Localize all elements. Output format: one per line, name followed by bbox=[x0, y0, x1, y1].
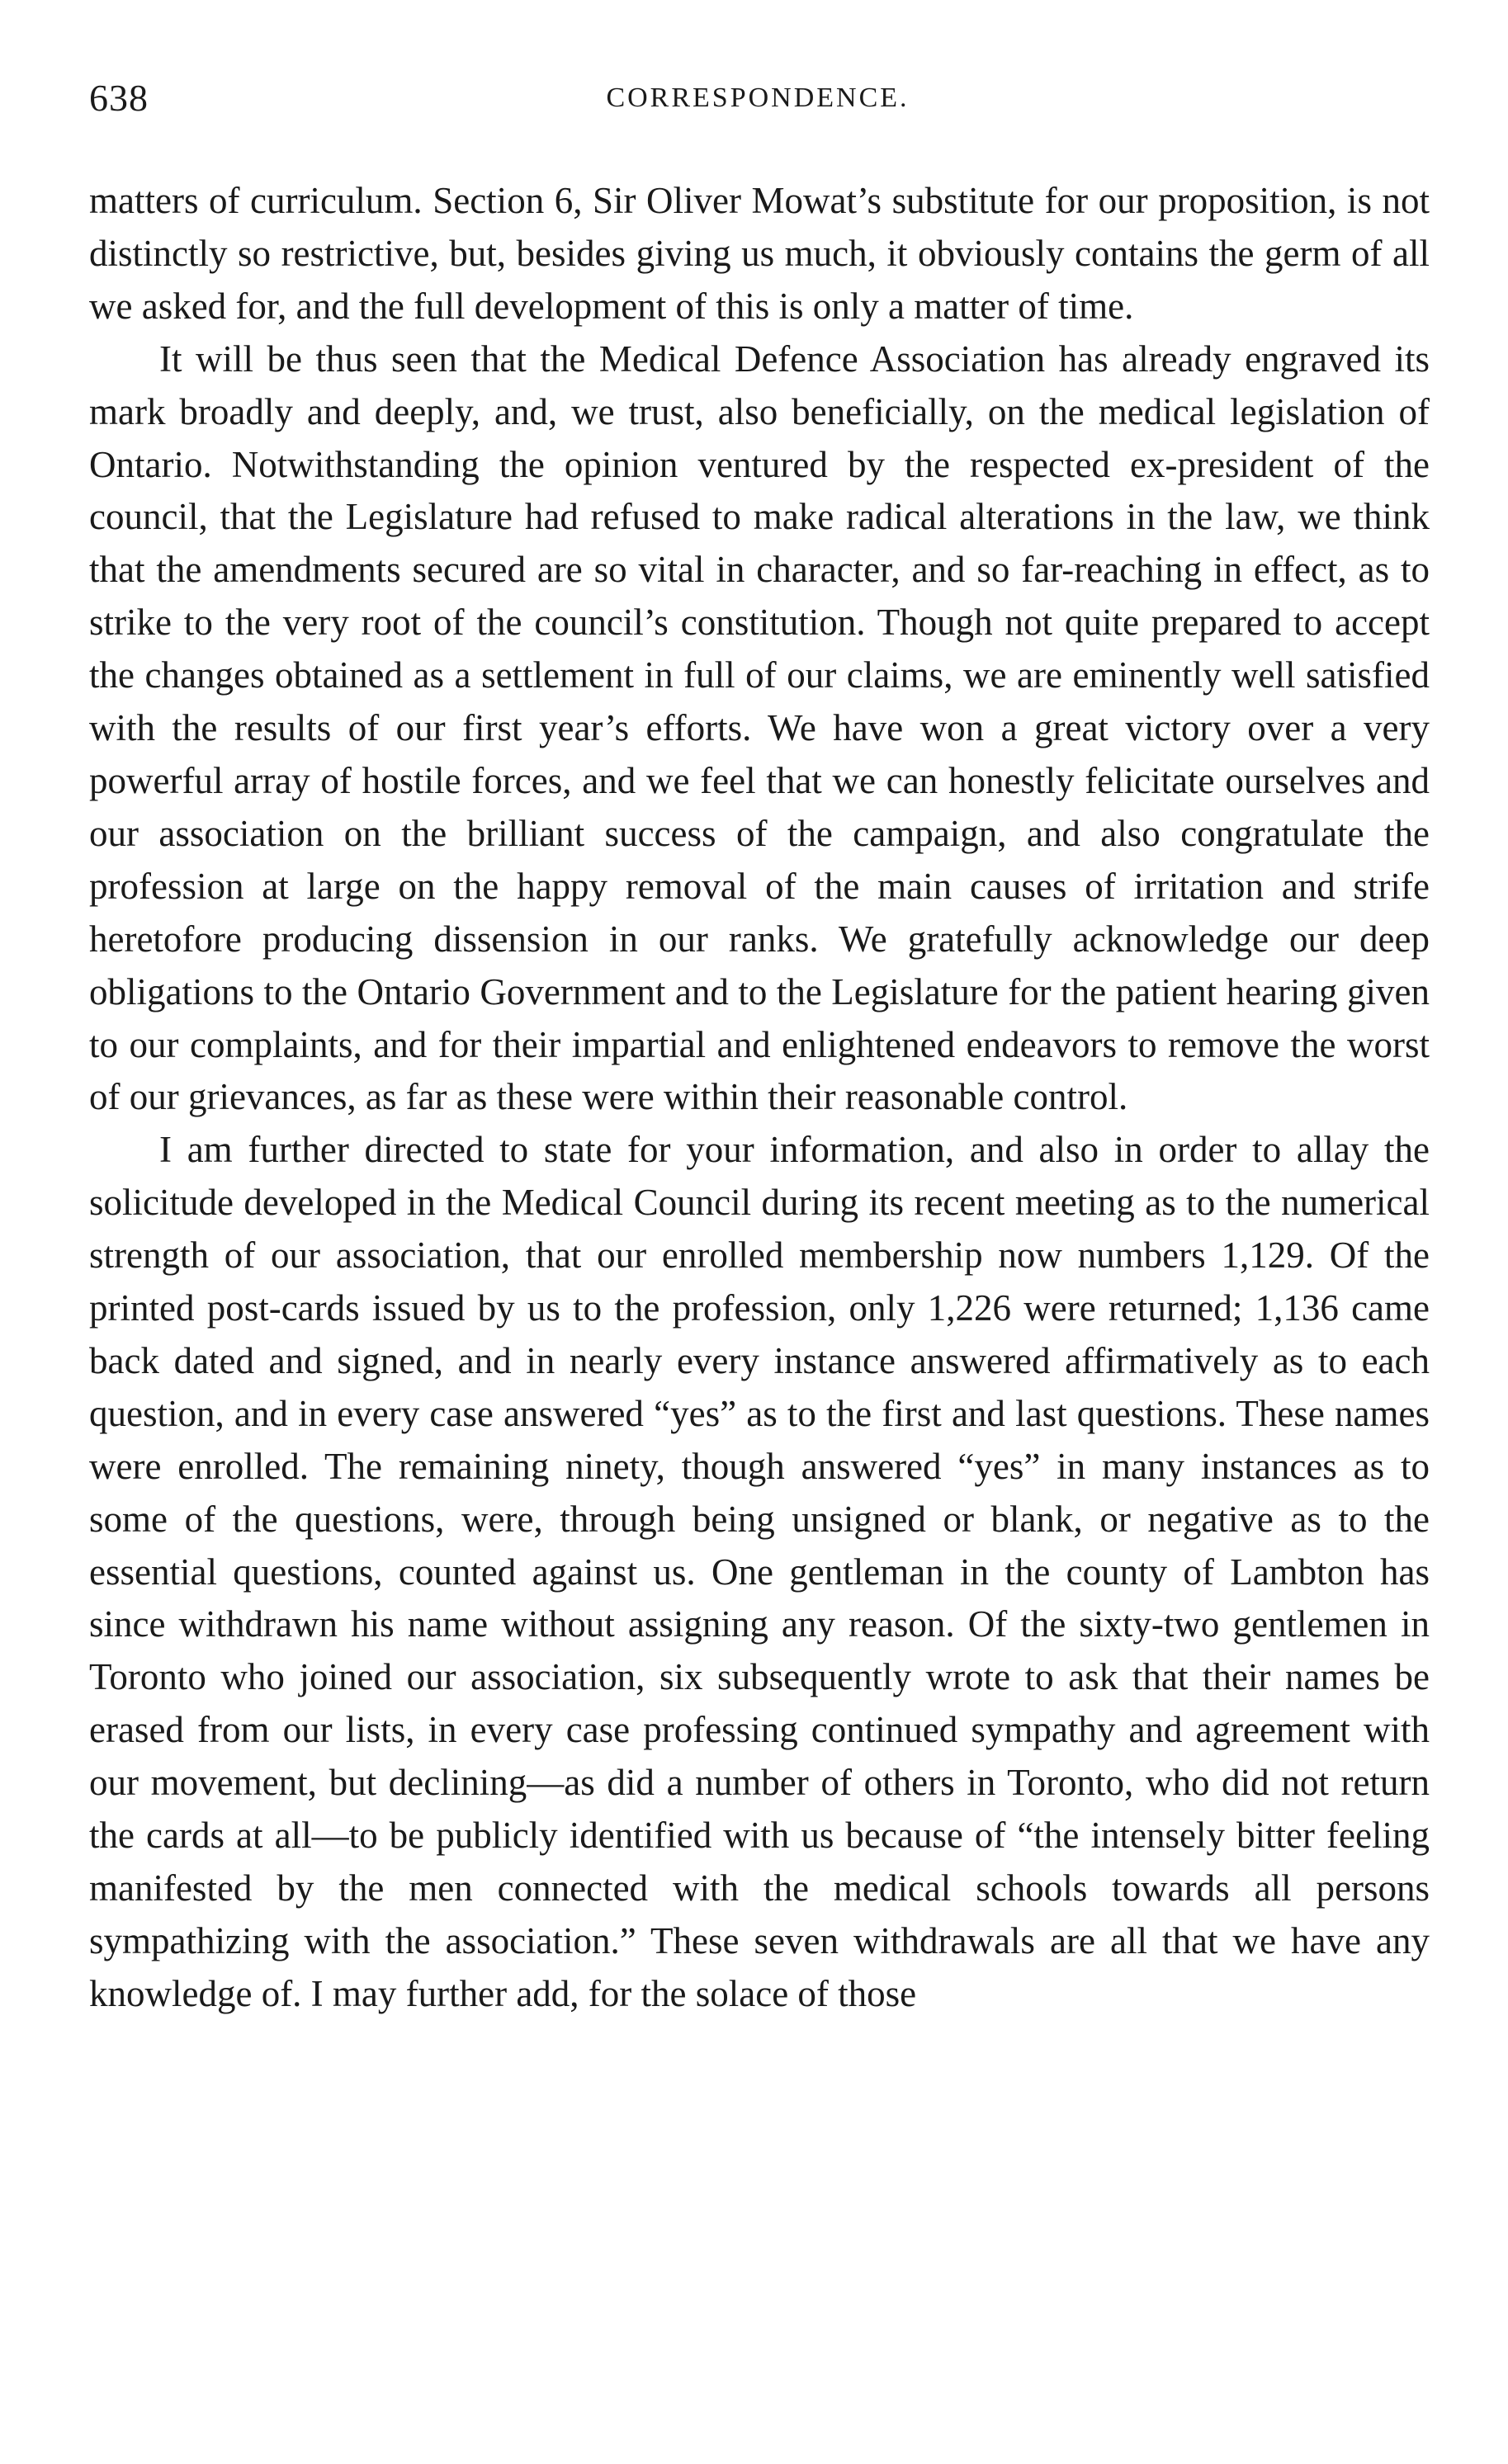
page-header bbox=[89, 76, 1426, 142]
body-text bbox=[89, 175, 1430, 2021]
running-head: CORRESPONDENCE. bbox=[606, 83, 910, 113]
paragraph-membership: I am further directed to state for your information, and also in order to allay the solicitude developed in the Medical Council during its recent meeting as to the numerical strength of our association, that our enrolled membership now numbers 1,129. Of the printed post-cards issued by us to the profession, only 1,226 were returned; 1,136 came back dated and signed, and in nearly every instance answered affirmatively as to each question, and in every case answered “yes” as to the first and last questions. These names were enrolled. The remaining ninety, though answered “yes” in many instances as to some of the questions, were, through being unsigned or blank, or negative as to the essential questions, counted against us. One gentleman in the county of Lambton has since withdrawn his name without assigning any reason. Of the sixty-two gentlemen in Toronto who joined our association, six subsequently wrote to ask that their names be erased from our lists, in every case professing continued sympathy and agreement with our movement, but declining—as did a number of others in Toronto, who did not return the cards at all—to be publicly identified with us because of “the intensely bitter feeling manifested by the men connected with the medical schools towards all persons sympathizing with the association.” These seven withdrawals are all that we have any knowledge of. I may further add, for the solace of those bbox=[89, 1129, 1430, 2014]
paragraph-defence-association: It will be thus seen that the Medical Defence Association has already engraved its mark broadly and deeply, and, we trust, also beneficially, on the medical legislation of Ontario. Notwithstanding the opinion ventured by the respected ex-president of the council, that the Legislature had refused to make radical alterations in the law, we think that the amendments secured are so vital in character, and so far-reaching in effect, as to strike to the very root of the council’s constitution. Though not quite prepared to accept the changes obtained as a settlement in full of our claims, we are eminently well satisfied with the results of our first year’s efforts. We have won a great victory over a very powerful array of hostile forces, and we feel that we can honestly felicitate ourselves and our association on the brilliant success of the campaign, and also congratulate the profession at large on the happy removal of the main causes of irritation and strife heretofore producing dissension in our ranks. We gratefully acknowledge our deep obligations to the Ontario Government and to the Legislature for the patient hearing given to our complaints, and for their impartial and enlightened endeavors to remove the worst of our grievances, as far as these were within their reasonable control. bbox=[89, 338, 1430, 1118]
paragraph-continuation: matters of curriculum. Section 6, Sir Oliver Mowat’s substitute for our proposition, is not distinctly so restrictive, but, besides giving us much, it obviously contains the germ of all we asked for, and the full development of this is only a matter of time. bbox=[89, 180, 1430, 327]
page-number: 638 bbox=[89, 77, 149, 119]
